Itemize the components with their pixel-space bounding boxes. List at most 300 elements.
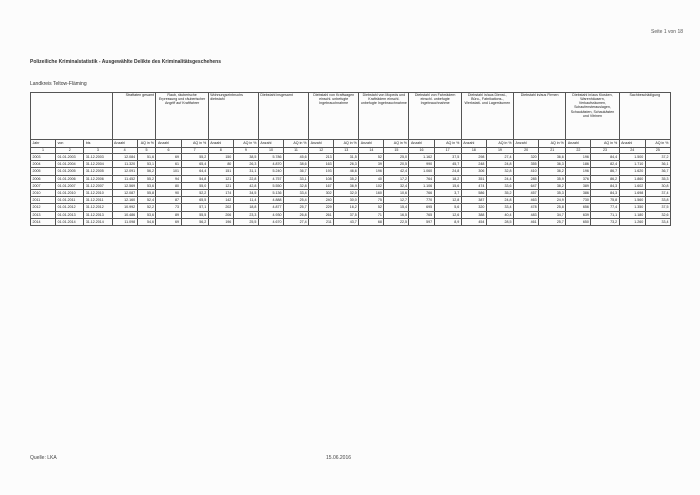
column-number: 14 xyxy=(359,148,384,154)
table-cell: 478 xyxy=(514,204,539,211)
table-cell: 75,8 xyxy=(591,197,619,204)
table-cell: 01.01.2012 xyxy=(56,204,84,211)
table-cell: 186 xyxy=(566,161,591,168)
table-cell: 01.01.2003 xyxy=(56,154,84,161)
table-cell: 457 xyxy=(514,189,539,196)
table-cell: 351 xyxy=(461,175,486,182)
table-cell: 150 xyxy=(208,154,233,161)
table-cell: 1.106 xyxy=(409,182,434,189)
table-cell: 5.240 xyxy=(258,168,283,175)
table-cell: 31.12.2005 xyxy=(84,168,112,175)
column-number: 15 xyxy=(384,148,409,154)
table-cell: 52,2 xyxy=(137,204,156,211)
table-cell: 1.180 xyxy=(619,211,645,218)
table-cell: 32,4 xyxy=(384,182,409,189)
table-cell: 34,5 xyxy=(233,189,258,196)
table-cell: 102 xyxy=(359,182,384,189)
table-cell: 71 xyxy=(359,211,384,218)
table-cell: 65,4 xyxy=(181,161,208,168)
table-cell: 160 xyxy=(359,189,384,196)
table-cell: 42,8 xyxy=(233,182,258,189)
table-cell: 990 xyxy=(409,161,434,168)
table-cell: 30,0 xyxy=(334,197,359,204)
table-cell: 35,2 xyxy=(486,189,513,196)
table-cell: 376 xyxy=(566,175,591,182)
table-cell: 36,1 xyxy=(645,161,670,168)
table-cell: 5.786 xyxy=(258,154,283,161)
sub-header: Anzahl xyxy=(309,140,334,148)
table-cell: 89 xyxy=(156,211,181,218)
table-cell: 52,2 xyxy=(181,189,208,196)
table-cell: 38,2 xyxy=(539,182,566,189)
table-cell: 31.12.2006 xyxy=(84,175,112,182)
table-cell: 86,2 xyxy=(591,175,619,182)
table-cell: 25,7 xyxy=(539,218,566,225)
table-cell: 22,8 xyxy=(233,175,258,182)
table-cell: 229 xyxy=(309,204,334,211)
column-number: 1 xyxy=(31,148,56,154)
table-cell: 37,5 xyxy=(645,204,670,211)
statistics-table xyxy=(30,92,671,226)
blank-header-cell xyxy=(31,93,113,140)
sub-header: Anzahl xyxy=(619,140,645,148)
table-cell: 11.452 xyxy=(112,175,137,182)
table-cell: 35,3 xyxy=(645,175,670,182)
sub-header: AQ in % xyxy=(645,140,670,148)
table-cell: 196 xyxy=(566,154,591,161)
table-cell: 01.01.2014 xyxy=(56,218,84,225)
table-cell: 586 xyxy=(461,189,486,196)
table-cell: 51,6 xyxy=(137,154,156,161)
group-header: Diebstahl insgesamt xyxy=(258,93,308,140)
table-cell: 1.710 xyxy=(619,161,645,168)
column-number: 8 xyxy=(208,148,233,154)
table-cell: 410 xyxy=(514,168,539,175)
table-cell: 35,9 xyxy=(539,175,566,182)
table-cell: 31.12.2007 xyxy=(84,182,112,189)
table-cell: 69 xyxy=(156,154,181,161)
table-cell: 53,6 xyxy=(137,182,156,189)
table-cell: 24,8 xyxy=(486,197,513,204)
table-cell: 196 xyxy=(566,168,591,175)
table-cell: 25,4 xyxy=(284,197,309,204)
table-cell: 54,6 xyxy=(137,218,156,225)
table-cell: 1.602 xyxy=(619,182,645,189)
table-cell: 01.01.2011 xyxy=(56,197,84,204)
table-cell: 25,7 xyxy=(284,204,309,211)
table-cell: 31,1 xyxy=(233,168,258,175)
table-cell: 320 xyxy=(461,204,486,211)
table-row xyxy=(31,189,671,196)
table-cell: 765 xyxy=(409,211,434,218)
table-cell: 73 xyxy=(156,204,181,211)
sub-header: AQ in % xyxy=(486,140,513,148)
table-cell: 639 xyxy=(566,211,591,218)
sub-header: von xyxy=(56,140,84,148)
table-cell: 36,6 xyxy=(539,154,566,161)
table-body xyxy=(31,148,671,226)
table-cell: 389 xyxy=(566,182,591,189)
table-cell: 31.12.2013 xyxy=(84,211,112,218)
sub-header: Anzahl xyxy=(514,140,539,148)
table-cell: 37,4 xyxy=(645,189,670,196)
table-cell: 37,5 xyxy=(334,211,359,218)
table-cell: 1.860 xyxy=(619,175,645,182)
footer-source: Quelle: LKA xyxy=(30,455,57,461)
table-cell: 12.160 xyxy=(112,197,137,204)
table-cell: 75 xyxy=(359,197,384,204)
table-cell: 86,7 xyxy=(591,168,619,175)
table-cell: 11,4 xyxy=(233,197,258,204)
sub-header: AQ in % xyxy=(137,140,156,148)
sub-header: AQ in % xyxy=(334,140,359,148)
table-cell: 25,5 xyxy=(233,218,258,225)
table-cell: 01.01.2004 xyxy=(56,161,84,168)
table-cell: 32,8 xyxy=(284,182,309,189)
table-cell: 71,1 xyxy=(591,211,619,218)
table-row xyxy=(31,211,671,218)
sub-header: Anzahl xyxy=(461,140,486,148)
table-cell: 647 xyxy=(514,182,539,189)
table-cell: 18,8 xyxy=(233,204,258,211)
table-cell: 20,5 xyxy=(384,161,409,168)
table-cell: 28,5 xyxy=(486,218,513,225)
table-cell: 121 xyxy=(208,182,233,189)
table-cell: 211 xyxy=(309,218,334,225)
table-row xyxy=(31,161,671,168)
table-cell: 12.087 xyxy=(112,189,137,196)
table-cell: 101 xyxy=(156,168,181,175)
table-cell: 11.320 xyxy=(112,161,137,168)
table-cell: 597 xyxy=(409,218,434,225)
table-cell: 55,2 xyxy=(181,154,208,161)
table-cell: 5,6 xyxy=(434,204,461,211)
table-cell: 12,7 xyxy=(384,197,409,204)
table-cell: 12,8 xyxy=(434,197,461,204)
table-cell: 01.01.2007 xyxy=(56,182,84,189)
table-cell: 43,7 xyxy=(334,218,359,225)
column-number: 24 xyxy=(619,148,645,154)
table-row xyxy=(31,182,671,189)
column-number: 22 xyxy=(566,148,591,154)
sub-header: AQ in % xyxy=(181,140,208,148)
table-cell: 240 xyxy=(309,197,334,204)
table-cell: 36,7 xyxy=(284,168,309,175)
table-cell: 4.930 xyxy=(258,211,283,218)
table-cell: 24,4 xyxy=(486,175,513,182)
group-header: Diebstahl in/aus Firmen xyxy=(514,93,566,140)
table-cell: 87 xyxy=(156,197,181,204)
group-header: Diebstahl von Fahrrädern einschl. unbefugte Ingebrauchnahme xyxy=(409,93,461,140)
table-cell: 320 xyxy=(514,154,539,161)
sub-header-row xyxy=(31,140,671,148)
sub-header: AQ in % xyxy=(591,140,619,148)
table-cell: 16,5 xyxy=(384,211,409,218)
table-cell: 33,8 xyxy=(645,197,670,204)
table-cell: 2006 xyxy=(31,175,56,182)
table-cell: 84,3 xyxy=(591,182,619,189)
table-cell: 32,8 xyxy=(486,168,513,175)
table-cell: 55,2 xyxy=(137,175,156,182)
table-cell: 56,2 xyxy=(137,168,156,175)
column-number: 23 xyxy=(591,148,619,154)
table-cell: 24,8 xyxy=(434,168,461,175)
table-cell: 26,3 xyxy=(233,161,258,168)
column-number: 9 xyxy=(233,148,258,154)
table-cell: 68 xyxy=(359,218,384,225)
table-cell: 65,5 xyxy=(181,197,208,204)
table-cell: 27,4 xyxy=(486,154,513,161)
table-cell: 32,6 xyxy=(645,211,670,218)
table-cell: 764 xyxy=(409,175,434,182)
table-cell: 355 xyxy=(514,161,539,168)
table-cell: 12,6 xyxy=(434,211,461,218)
column-number: 20 xyxy=(514,148,539,154)
table-cell: 5.136 xyxy=(258,189,283,196)
table-cell: 55,0 xyxy=(181,182,208,189)
group-header: Wohnungseinbruchs diebstahl xyxy=(208,93,258,140)
table-cell: 461 xyxy=(514,218,539,225)
table-cell: 2011 xyxy=(31,197,56,204)
table-cell: 01.01.2006 xyxy=(56,175,84,182)
table-cell: 84,3 xyxy=(591,189,619,196)
sub-header: Anzahl xyxy=(112,140,137,148)
table-cell: 302 xyxy=(309,189,334,196)
table-cell: 82,4 xyxy=(591,161,619,168)
table-cell: 121 xyxy=(208,175,233,182)
table-cell: 33,1 xyxy=(284,175,309,182)
table-cell: 142 xyxy=(208,197,233,204)
column-number: 19 xyxy=(486,148,513,154)
table-cell: 57,1 xyxy=(181,204,208,211)
table-cell: 454 xyxy=(461,218,486,225)
table-cell: 196 xyxy=(359,168,384,175)
table-cell: 1.620 xyxy=(619,168,645,175)
table-cell: 770 xyxy=(409,197,434,204)
table-cell: 55,5 xyxy=(181,211,208,218)
table-cell: 108 xyxy=(309,175,334,182)
table-cell: 46,6 xyxy=(334,168,359,175)
table-cell: 17,2 xyxy=(384,175,409,182)
table-cell: 36,3 xyxy=(539,161,566,168)
table-cell: 24,8 xyxy=(486,161,513,168)
table-cell: 23,3 xyxy=(233,211,258,218)
column-number: 17 xyxy=(434,148,461,154)
table-cell: 2012 xyxy=(31,204,56,211)
table-cell: 38,6 xyxy=(284,161,309,168)
sub-header: Jahr xyxy=(31,140,56,148)
column-number: 6 xyxy=(156,148,181,154)
table-cell: 39 xyxy=(359,161,384,168)
sub-header: Anzahl xyxy=(258,140,283,148)
table-cell: 22,5 xyxy=(384,218,409,225)
table-cell: 55,8 xyxy=(137,189,156,196)
table-cell: 285 xyxy=(514,175,539,182)
district-label: Landkreis Teltow-Fläming xyxy=(30,81,87,87)
table-cell: 32,0 xyxy=(334,189,359,196)
table-row xyxy=(31,204,671,211)
table-cell: 31.12.2003 xyxy=(84,154,112,161)
table-cell: 35,3 xyxy=(539,189,566,196)
table-cell: 151 xyxy=(208,168,233,175)
table-cell: 1.698 xyxy=(619,189,645,196)
column-number: 7 xyxy=(181,148,208,154)
column-number: 21 xyxy=(539,148,566,154)
column-number: 16 xyxy=(409,148,434,154)
column-number: 11 xyxy=(284,148,309,154)
table-cell: 77,4 xyxy=(591,204,619,211)
table-cell: 388 xyxy=(461,211,486,218)
table-cell: 36,9 xyxy=(334,182,359,189)
sub-header: AQ in % xyxy=(539,140,566,148)
table-cell: 298 xyxy=(461,154,486,161)
table-cell: 37,2 xyxy=(645,154,670,161)
sub-header: Anzahl xyxy=(409,140,434,148)
table-row xyxy=(31,175,671,182)
table-cell: 24,9 xyxy=(539,197,566,204)
table-row xyxy=(31,168,671,175)
table-cell: 2013 xyxy=(31,211,56,218)
table-cell: 15,4 xyxy=(384,204,409,211)
table-cell: 730 xyxy=(566,197,591,204)
table-cell: 73,2 xyxy=(591,218,619,225)
table-cell: 54,8 xyxy=(181,175,208,182)
sub-header: AQ in % xyxy=(384,140,409,148)
table-cell: 5.550 xyxy=(258,182,283,189)
table-cell: 11.098 xyxy=(112,218,137,225)
sub-header: AQ in % xyxy=(284,140,309,148)
group-header: Straftaten gesamt xyxy=(112,93,156,140)
group-header: Sachbeschädigung xyxy=(619,93,670,140)
table-cell: 61 xyxy=(156,161,181,168)
table-cell: 33,4 xyxy=(284,189,309,196)
table-cell: 31.12.2010 xyxy=(84,189,112,196)
column-number: 25 xyxy=(645,148,670,154)
table-cell: 69 xyxy=(156,218,181,225)
table-cell: 64,4 xyxy=(181,168,208,175)
table-cell: 2003 xyxy=(31,154,56,161)
table-cell: 463 xyxy=(514,197,539,204)
table-cell: 30,8 xyxy=(645,182,670,189)
sub-header: Anzahl xyxy=(156,140,181,148)
table-cell: 45,6 xyxy=(284,154,309,161)
group-header: Raub, räuberische Erpressung und räuberischer Angriff auf Kraftfahrer xyxy=(156,93,208,140)
table-cell: 36,2 xyxy=(539,168,566,175)
table-cell: 26,8 xyxy=(284,211,309,218)
table-cell: 31.12.2012 xyxy=(84,204,112,211)
table-cell: 34,7 xyxy=(539,211,566,218)
table-cell: 386 xyxy=(566,189,591,196)
table-cell: 10.992 xyxy=(112,204,137,211)
table-cell: 1.260 xyxy=(619,218,645,225)
table-cell: 202 xyxy=(208,204,233,211)
table-cell: 174 xyxy=(208,189,233,196)
table-cell: 1.500 xyxy=(619,154,645,161)
column-number: 13 xyxy=(334,148,359,154)
group-header: Diebstahl in/aus Kiosken, Warenhäusern, Verkaufsräumen, Schaufensterauslagen, Schaukästen, Schaukästen und Vitrinen xyxy=(566,93,619,140)
table-cell: 94 xyxy=(156,175,181,182)
sub-header: bis xyxy=(84,140,112,148)
table-cell: 25,0 xyxy=(384,154,409,161)
sub-header: AQ in % xyxy=(434,140,461,148)
column-number: 2 xyxy=(56,148,84,154)
table-cell: 2005 xyxy=(31,168,56,175)
table-cell: 31.12.2014 xyxy=(84,218,112,225)
sub-header: Anzahl xyxy=(566,140,591,148)
table-row xyxy=(31,197,671,204)
table-cell: 53,1 xyxy=(137,161,156,168)
table-row xyxy=(31,218,671,225)
table-cell: 4.670 xyxy=(258,218,283,225)
table-cell: 4.870 xyxy=(258,161,283,168)
sub-header: AQ in % xyxy=(233,140,258,148)
table-cell: 31.12.2004 xyxy=(84,161,112,168)
page-number: Seite 1 von 18 xyxy=(651,29,683,35)
table-cell: 193 xyxy=(309,168,334,175)
table-cell: 1.162 xyxy=(409,154,434,161)
table-cell: 15,6 xyxy=(434,182,461,189)
page-title: Polizeiliche Kriminalstatistik - Ausgewählte Delikte des Kriminalitätsgeschehens xyxy=(30,59,221,65)
table-cell: 163 xyxy=(309,161,334,168)
sub-header: Anzahl xyxy=(359,140,384,148)
table-cell: 695 xyxy=(409,204,434,211)
table-cell: 25,8 xyxy=(539,204,566,211)
table-cell: 650 xyxy=(566,218,591,225)
column-number: 10 xyxy=(258,148,283,154)
table-cell: 38,5 xyxy=(233,154,258,161)
sub-header: Anzahl xyxy=(208,140,233,148)
table-cell: 16,2 xyxy=(334,204,359,211)
table-cell: 196 xyxy=(208,218,233,225)
table-cell: 37,5 xyxy=(434,154,461,161)
table-cell: 42,4 xyxy=(384,168,409,175)
table-cell: 52 xyxy=(359,204,384,211)
footer-date: 15.06.2016 xyxy=(326,455,352,461)
table-cell: 656 xyxy=(566,204,591,211)
table-cell: 2007 xyxy=(31,182,56,189)
table-row xyxy=(31,154,671,161)
column-number: 5 xyxy=(137,148,156,154)
table-cell: 40 xyxy=(359,175,384,182)
table-cell: 33,4 xyxy=(645,218,670,225)
group-header: Diebstahl von Kraftwagen einschl. unbefugte Ingebrauchnahme xyxy=(309,93,359,140)
table-cell: 10,6 xyxy=(384,189,409,196)
table-cell: 4.888 xyxy=(258,197,283,204)
table-cell: 27,4 xyxy=(284,218,309,225)
table-cell: 213 xyxy=(309,154,334,161)
table-cell: 1.060 xyxy=(409,168,434,175)
table-cell: 40,4 xyxy=(486,211,513,218)
table-cell: 1.350 xyxy=(619,204,645,211)
table-cell: 80 xyxy=(208,161,233,168)
table-cell: 4.757 xyxy=(258,175,283,182)
table-cell: 12.084 xyxy=(112,154,137,161)
group-header: Diebstahl in/aus Dienst-, Büro-, Fabrikations-, Werkstatt- und Lagerräumen xyxy=(461,93,513,140)
table-cell: 206 xyxy=(208,211,233,218)
table-cell: 4.877 xyxy=(258,204,283,211)
table-cell: 2004 xyxy=(31,161,56,168)
table-cell: 167 xyxy=(309,182,334,189)
group-header: Diebstahl von Mopeds und Krafträdern einschl. unbefugte Ingebrauchnahme xyxy=(359,93,409,140)
table-cell: 483 xyxy=(514,211,539,218)
table-cell: 387 xyxy=(461,197,486,204)
table-cell: 18,2 xyxy=(434,175,461,182)
table-cell: 12.091 xyxy=(112,168,137,175)
table-cell: 90 xyxy=(156,189,181,196)
column-number: 4 xyxy=(112,148,137,154)
table-cell: 1.560 xyxy=(619,197,645,204)
table-cell: 80 xyxy=(156,182,181,189)
